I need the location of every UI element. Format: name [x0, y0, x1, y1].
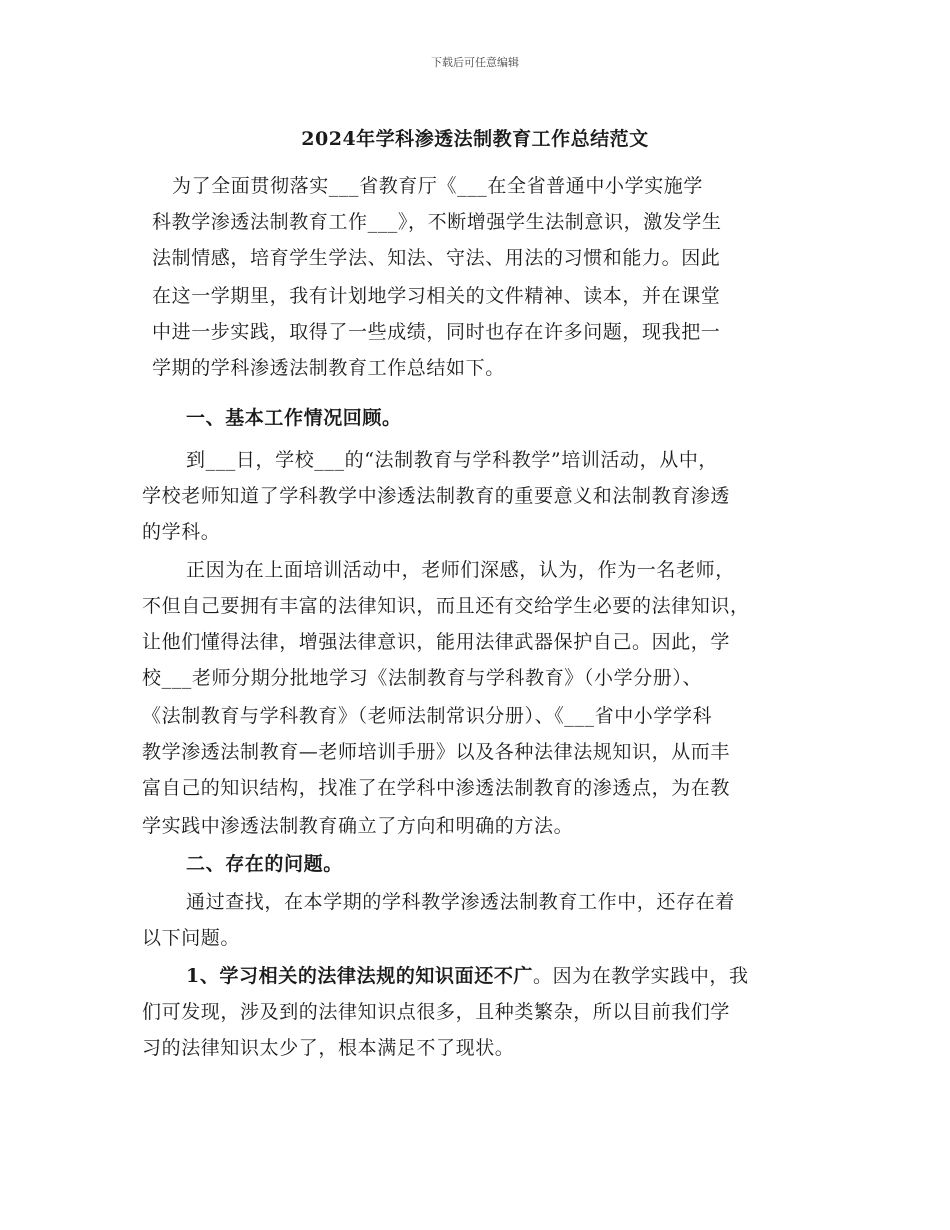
section2-heading: 二、存在的问题。 — [186, 853, 343, 875]
section1-paragraph2-line: 不但自己要拥有丰富的法律知识，而且还有交给学生必要的法律知识， — [142, 595, 750, 617]
section2-item1-line: 习的法律知识太少了，根本满足不了现状。 — [142, 1037, 515, 1059]
intro-line: 为了全面贯彻落实___省教育厅《___在全省普通中小学实施学 — [172, 175, 704, 197]
section1-paragraph2-line: 正因为在上面培训活动中，老师们深感，认为，作为一名老师， — [186, 559, 735, 581]
section1-paragraph2-line: 教学渗透法制教育—老师培训手册》以及各种法律法规知识，从而丰 — [142, 741, 731, 763]
intro-line: 在这一学期里，我有计划地学习相关的文件精神、读本，并在课堂 — [152, 285, 721, 307]
section1-paragraph2-line: 《法制教育与学科教育》（老师法制常识分册）、《___省中小学学科 — [142, 705, 713, 727]
section1-paragraph2-line: 让他们懂得法律，增强法律意识，能用法律武器保护自己。因此，学 — [142, 631, 731, 653]
section2-item1-first-line — [186, 962, 749, 990]
section1-paragraph1-line: 学校老师知道了学科教学中渗透法制教育的重要意义和法制教育渗透 — [142, 485, 731, 507]
section1-heading: 一、基本工作情况回顾。 — [186, 407, 402, 429]
section2-item1-bold-text: 1、学习相关的法律法规的知识面还不广 — [186, 965, 534, 987]
document-title: 2024年学科渗透法制教育工作总结范文 — [301, 128, 649, 150]
intro-line: 法制情感，培育学生学法、知法、守法、用法的习惯和能力。因此 — [152, 247, 721, 269]
section1-paragraph2-line: 富自己的知识结构，找准了在学科中渗透法制教育的渗透点，为在教 — [142, 777, 731, 799]
intro-line: 科教学渗透法制教育工作___》，不断增强学生法制意识，激发学生 — [152, 211, 722, 233]
section1-paragraph2-line: 校___老师分期分批地学习《法制教育与学科教育》（小学分册）、 — [142, 667, 703, 689]
section1-paragraph1-line: 到___日，学校___的“法制教育与学科教学”培训活动，从中， — [186, 449, 719, 471]
section2-item1-line: 们可发现，涉及到的法律知识点很多，且种类繁杂，所以目前我们学 — [142, 1001, 731, 1023]
section2-paragraph1-line: 通过查找，在本学期的学科教学渗透法制教育工作中，还存在着 — [186, 891, 735, 913]
section1-paragraph2-line: 学实践中渗透法制教育确立了方向和明确的方法。 — [142, 815, 574, 837]
header-note: 下载后可任意编辑 — [431, 56, 519, 69]
intro-line: 学期的学科渗透法制教育工作总结如下。 — [152, 357, 505, 379]
intro-line: 中进一步实践，取得了一些成绩，同时也存在许多问题，现我把一 — [152, 321, 721, 343]
section2-paragraph1-line: 以下问题。 — [142, 927, 241, 949]
section1-paragraph1-line: 的学科。 — [142, 521, 221, 543]
section2-item1-text: 。因为在教学实践中，我 — [533, 965, 749, 987]
